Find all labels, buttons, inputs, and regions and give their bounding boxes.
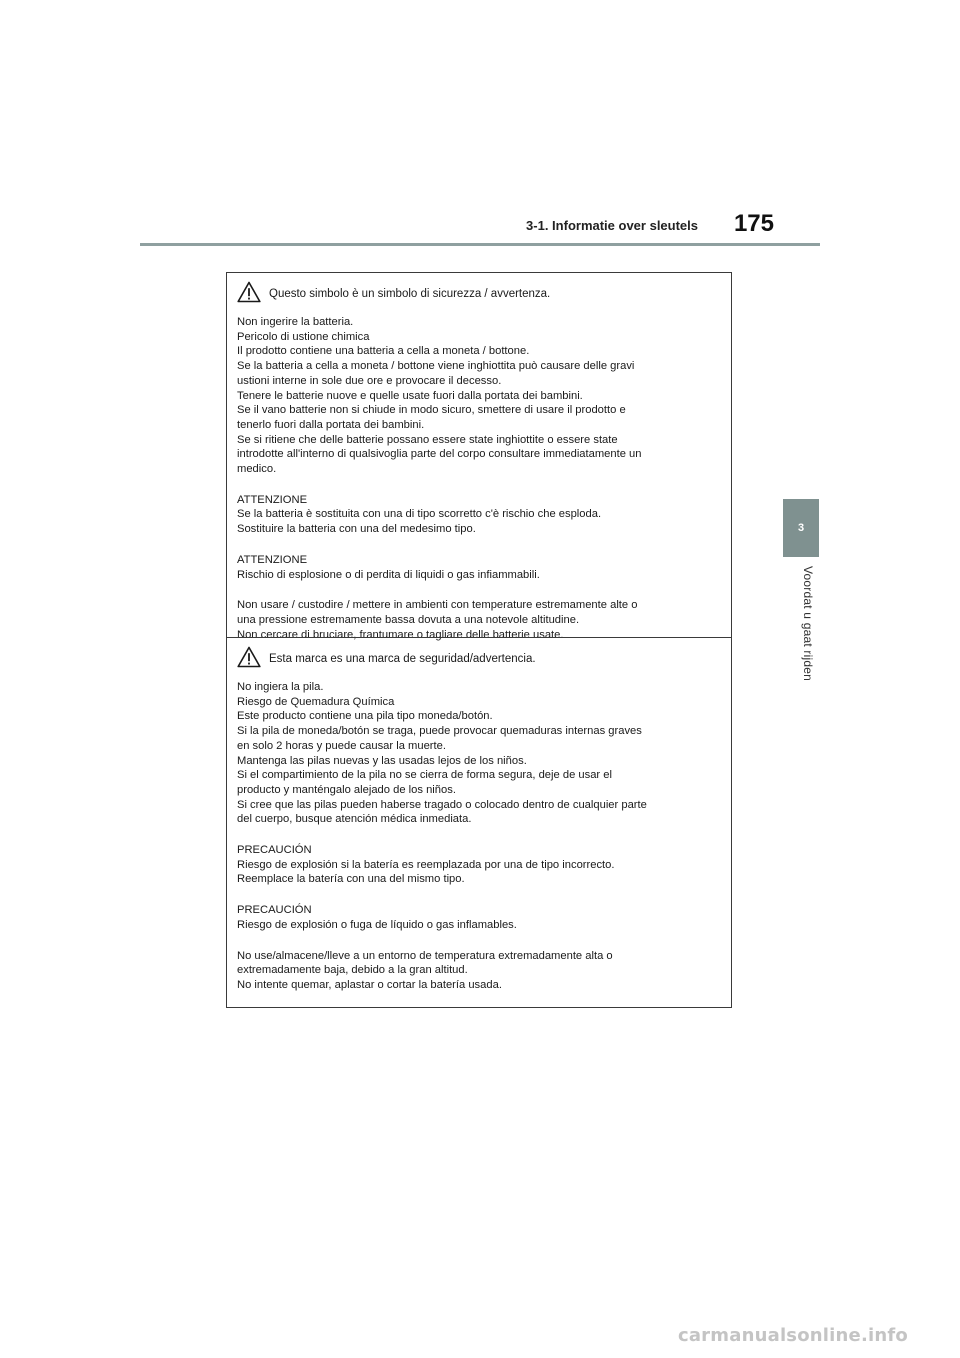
warning-header-italian	[237, 281, 721, 305]
text-line: Tenere le batterie nuove e quelle usate fuori dalla portata dei bambini.	[237, 389, 583, 402]
text-line: del cuerpo, busque atención médica inmediata.	[237, 813, 472, 826]
spacer	[237, 582, 721, 598]
text-line: Non ingerire la batteria.	[237, 316, 354, 328]
chapter-label: Voordat u gaat rijden	[801, 566, 815, 681]
header-divider	[140, 243, 820, 246]
text-line: ustioni interne in sole due ore e provocare il decesso.	[237, 374, 502, 387]
text-line: Se la batteria a cella a moneta / bottone viene inghiottita può causare delle gravi	[237, 360, 635, 373]
text-line: Rischio di esplosione o di perdita di liquidi o gas infiammabili.	[237, 568, 540, 581]
text-line: No intente quemar, aplastar o cortar la batería usada.	[237, 978, 502, 991]
spacer	[237, 477, 721, 493]
text-line: medico.	[237, 463, 277, 476]
text-line: No use/almacene/lleve a un entorno de temperatura extremadamente alta o	[237, 949, 613, 962]
text-line: Se il vano batterie non si chiude in modo sicuro, smettere di usare il prodotto e	[237, 404, 626, 417]
page-number: 175	[733, 210, 774, 237]
text-line: Riesgo de Quemadura Química	[237, 695, 395, 708]
paragraph-ingestion-es	[237, 680, 721, 827]
text-line: Este producto contiene una pila tipo moneda/botón.	[237, 710, 493, 723]
text-line: No ingiera la pila.	[237, 681, 324, 693]
caution-heading: PRECAUCIÓN	[237, 904, 312, 917]
text-line: tenerlo fuori dalla portata dei bambini.	[237, 418, 425, 431]
text-line: Il prodotto contiene una batteria a cella a moneta / bottone.	[237, 345, 530, 358]
text-line: Si cree que las pilas pueden haberse tragado o colocado dentro de cualquier parte	[237, 798, 647, 811]
paragraph-storage-es	[237, 949, 721, 993]
page-header	[140, 212, 820, 248]
text-line: Sostituire la batteria con una del medesimo tipo.	[237, 523, 476, 536]
caution-heading: PRECAUCIÓN	[237, 844, 312, 857]
text-line: una pressione estremamente bassa dovuta a una notevole altitudine.	[237, 613, 580, 626]
spacer	[237, 537, 721, 553]
chapter-number: 3	[797, 522, 805, 534]
text-line: Mantenga las pilas nuevas y las usadas lejos de los niños.	[237, 754, 527, 767]
spacer	[237, 827, 721, 843]
warning-title: Esta marca es una marca de seguridad/advertencia.	[269, 653, 536, 665]
section-title: 3-1. Informatie over sleutels	[526, 218, 698, 233]
chapter-tab	[783, 499, 819, 557]
text-line: Riesgo de explosión o fuga de líquido o gas inflamables.	[237, 918, 517, 931]
warning-triangle-icon	[237, 646, 261, 668]
site-watermark: carmanualsonline.info	[677, 1325, 908, 1346]
text-line: Se la batteria è sostituita con una di tipo scorretto c'è rischio che esploda.	[237, 508, 602, 521]
paragraph-attention-2-it	[237, 553, 721, 582]
spacer	[237, 887, 721, 903]
battery-warning-notice	[226, 272, 732, 1008]
text-line: Non usare / custodire / mettere in ambienti con temperature estremamente alte o	[237, 599, 638, 612]
text-line: Se si ritiene che delle batterie possano essere state inghiottite o essere state	[237, 433, 618, 446]
paragraph-attention-1-it	[237, 493, 721, 537]
paragraph-ingestion-it	[237, 315, 721, 477]
text-line: Si el compartimiento de la pila no se cierra de forma segura, deje de usar el	[237, 769, 612, 782]
warning-triangle-icon	[237, 281, 261, 303]
text-line: Riesgo de explosión si la batería es reemplazada por una de tipo incorrecto.	[237, 858, 615, 871]
text-line: Si la pila de moneda/botón se traga, puede provocar quemaduras internas graves	[237, 725, 642, 738]
text-line: Non cercare di bruciare, frantumare o tagliare delle batterie usate.	[237, 628, 564, 641]
paragraph-caution-2-es	[237, 903, 721, 932]
spacer	[237, 933, 721, 949]
notice-section-italian	[227, 273, 731, 641]
text-line: Reemplace la batería con una del mismo tipo.	[237, 873, 465, 886]
text-line: en solo 2 horas y puede causar la muerte.	[237, 739, 446, 752]
paragraph-caution-1-es	[237, 843, 721, 887]
text-line: extremadamente baja, debido a la gran altitud.	[237, 964, 468, 977]
caution-heading: ATTENZIONE	[237, 493, 308, 506]
warning-title: Questo simbolo è un simbolo di sicurezza / avvertenza.	[269, 288, 551, 300]
paragraph-storage-it	[237, 598, 721, 642]
text-line: Pericolo di ustione chimica	[237, 330, 370, 343]
notice-section-spanish	[227, 637, 731, 1007]
caution-heading: ATTENZIONE	[237, 553, 308, 566]
warning-header-spanish	[237, 646, 721, 670]
text-line: producto y manténgalo alejado de los niños.	[237, 783, 456, 796]
text-line: introdotte all'interno di qualsivoglia parte del corpo consultare immediatamente un	[237, 448, 642, 461]
